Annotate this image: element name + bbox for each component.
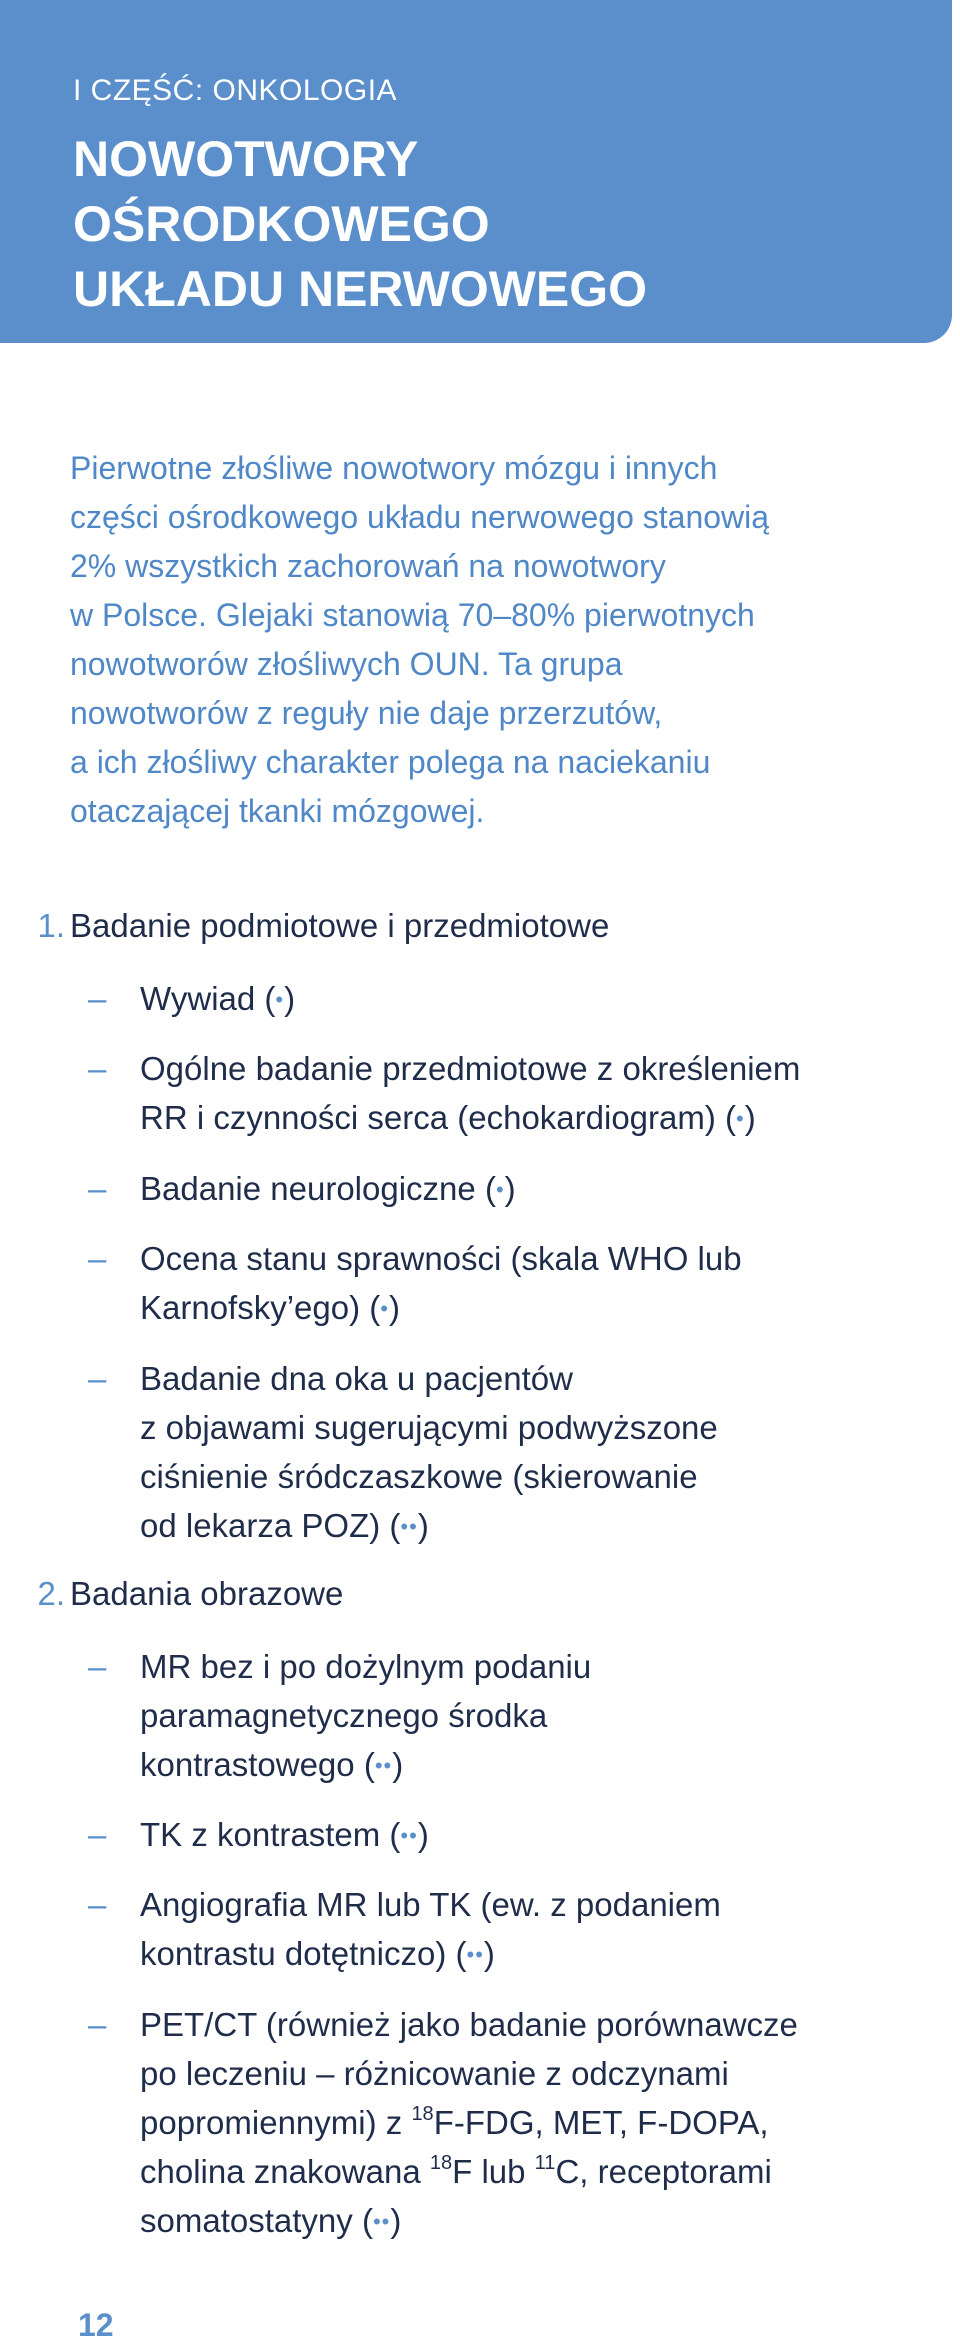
dash-bullet: – [88,980,107,1017]
item-text: Ocena stanu sprawności (skala WHO lub Karnofsky’ego) [140,1240,742,1326]
dash-bullet: – [88,2006,107,2043]
intro-paragraph: Pierwotne złośliwe nowotwory mózgu i innych części ośrodkowego układu nerwowego stanowią 2% wszystkich zachorowań na nowotwory w Polsce. Glejaki stanowią 70–80% pierwotnych nowotworów złośliwych OUN. Ta grupa nowotworów z reguły nie daje przerzutów, a ich złośliwy charakter polega na naciekaniu otaczającej tkanki mózgowej. [70,450,770,829]
recommendation-dots: • [736,1106,745,1131]
recommendation-dots: •• [466,1942,484,1967]
page-number: 12 [78,2307,114,2343]
isotope-superscript: 18 [429,2152,453,2174]
item-text: Ogólne badanie przedmiotowe z określeniem RR i czynności serca (echokardiogram) [140,1050,801,1136]
recommendation-dots: •• [372,2209,391,2234]
item-text: PET/CT (również jako badanie porównawcze po leczeniu – różnicowanie z odczynami popromiennymi) z $^{18}$F-FDG, MET, F-DOPA, cholina znakowana $^{18}$F lub $^{11}$C, receptorami somatostatyny (••) [140,2006,798,2239]
section-title: Badania obrazowe [70,1575,344,1612]
section-title: Badanie podmiotowe i przedmiotowe [70,907,610,944]
dash-bullet: – [88,1240,107,1277]
recommendation-dots: •• [400,1823,418,1848]
item-text: MR bez i po dożylnym podaniu paramagnetycznego środka kontrastowego [140,1648,592,1783]
dash-bullet: – [88,1886,107,1923]
section-number: 1. [37,907,65,944]
item-text: Angiografia MR lub TK (ew. z podaniem kontrastu dotętniczo) [140,1886,721,1972]
dash-bullet: – [88,1170,107,1207]
recommendation-dots: •• [374,1753,393,1778]
dash-bullet: – [88,1360,107,1397]
dash-bullet: – [88,1050,107,1087]
dash-bullet: – [88,1816,107,1853]
item-text: Badanie dna oka u pacjentów z objawami sugerującymi podwyższone ciśnienie śródczaszkowe (skierowanie od lekarza POZ) [140,1360,718,1544]
isotope-superscript: 18 [411,2103,434,2125]
item-text: Badanie neurologiczne [140,1170,476,1207]
item-text: Wywiad [140,980,256,1017]
section-number: 2. [37,1575,65,1612]
chapter-title: NOWOTWORY OŚRODKOWEGO UKŁADU NERWOWEGO [73,131,648,317]
part-label: I CZĘŚĆ: ONKOLOGIA [73,74,398,107]
dash-bullet: – [88,1648,107,1685]
recommendation-dots: • [495,1177,505,1202]
recommendation-dots: • [275,987,285,1012]
chapter-header [0,0,952,343]
isotope-superscript: 11 [534,2152,556,2174]
recommendation-dots: •• [400,1514,418,1539]
recommendation-dots: • [380,1296,389,1321]
item-text: TK z kontrastem [140,1816,381,1853]
